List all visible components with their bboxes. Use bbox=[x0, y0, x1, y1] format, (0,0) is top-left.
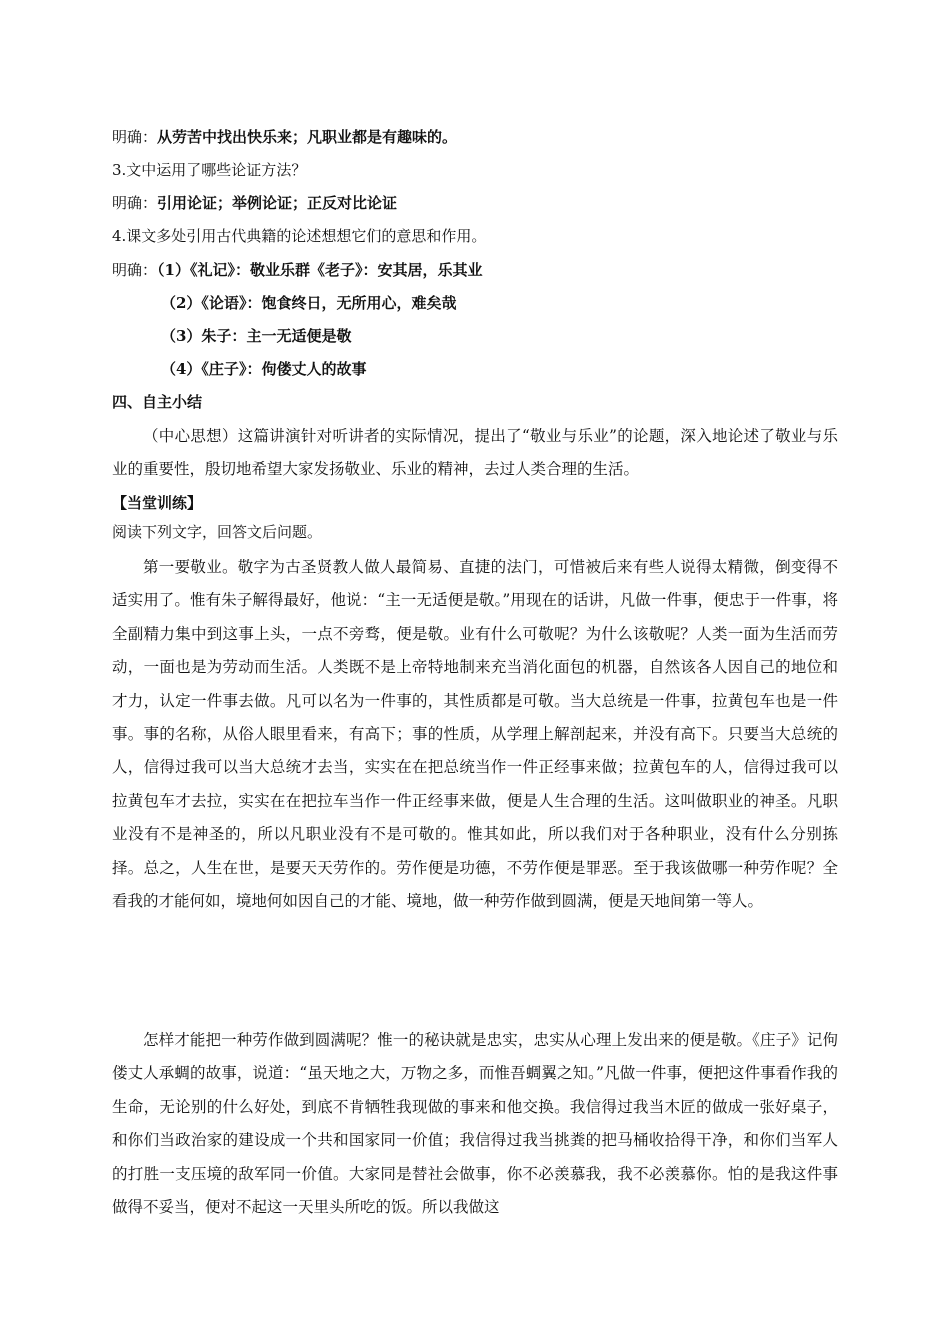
question-3: 3.文中运用了哪些论证方法？ bbox=[112, 161, 307, 179]
answer-text: 从劳苦中找出快乐来；凡职业都是有趣味的。 bbox=[157, 128, 458, 146]
reading-paragraph-1: 第一要敬业。敬字为古圣贤教人做人最简易、直捷的法门，可惜被后来有些人说得太精微，倒变得不适实用了。惟有朱子解得最好，他说：“主一无适便是敬。”用现在的话讲，凡做一件事，便忠于一件事，将全副精力集中到这事上头，一点不旁骛，便是敬。业有什么可敬呢？为什么该敬呢？人类一面为生活而劳动，一面也是为劳动而生活。人类既不是上帝特地制来充当消化面包的机器，自然该各人因自己的地位和才力，认定一件事去做。凡可以名为一件事的，其性质都是可敬。当大总统是一件事，拉黄包车也是一件事。事的名称，从俗人眼里看来，有高下；事的性质，从学理上解剖起来，并没有高下。只要当大总统的人，信得过我可以当大总统才去当，实实在在把总统当作一件正经事来做；拉黄包车的人，信得过我可以拉黄包车才去拉，实实在在把拉车当作一件正经事来做，便是人生合理的生活。这叫做职业的神圣。凡职业没有不是神圣的，所以凡职业没有不是可敬的。惟其如此，所以我们对于各种职业，没有什么分别拣择。总之，人生在世，是要天天劳作的。劳作便是功德，不劳作便是罪恶。至于我该做哪一种劳作呢？全看我的才能何如，境地何如因自己的才能、境地，做一种劳作做到圆满，便是天地间第一等人。 bbox=[112, 558, 838, 911]
answer-label: 明确： bbox=[112, 194, 158, 212]
answer-item-2: （2）《论语》：饱食终日，无所用心，难矣哉 bbox=[161, 294, 457, 312]
question-4: 4.课文多处引用古代典籍的论述想想它们的意思和作用。 bbox=[112, 227, 487, 245]
answer-item-4: （4）《庄子》：佝偻丈人的故事 bbox=[161, 360, 367, 378]
answer-line-5 bbox=[112, 259, 482, 281]
summary-paragraph: （中心思想）这篇讲演针对听讲者的实际情况，提出了“敬业与乐业”的论题，深入地论述了敬业与乐业的重要性，殷切地希望大家发扬敬业、乐业的精神，去过人类合理的生活。 bbox=[112, 427, 838, 479]
answer-label: 明确： bbox=[112, 128, 158, 146]
answer-label: 明确： bbox=[112, 261, 158, 279]
answer-text: 引用论证；举例论证；正反对比论证 bbox=[157, 194, 398, 212]
answer-line-3 bbox=[112, 192, 397, 214]
answer-item-3: （3）朱子：主一无适便是敬 bbox=[161, 327, 352, 345]
training-instruction: 阅读下列文字，回答文后问题。 bbox=[112, 523, 323, 541]
answer-line-1 bbox=[112, 126, 457, 148]
answer-text: （1）《礼记》：敬业乐群《老子》：安其居，乐其业 bbox=[157, 261, 483, 279]
reading-paragraph-2: 怎样才能把一种劳作做到圆满呢？惟一的秘诀就是忠实，忠实从心理上发出来的便是敬。《庄子》记佝偻丈人承蜩的故事，说道：“虽天地之大，万物之多，而惟吾蜩翼之知。”凡做一件事，便把这件事看作我的生命，无论别的什么好处，到底不肯牺牲我现做的事来和他交换。我信得过我当木匠的做成一张好桌子，和你们当政治家的建设成一个共和国家同一价值；我信得过我当挑粪的把马桶收拾得干净，和你们当军人的打胜一支压境的敌军同一价值。大家同是替社会做事，你不必羡慕我，我不必羡慕你。怕的是我这件事做得不妥当，便对不起这一天里头所吃的饭。所以我做这 bbox=[112, 1031, 838, 1217]
training-heading: 【当堂训练】 bbox=[112, 494, 203, 512]
section-heading-summary: 四、自主小结 bbox=[112, 393, 203, 411]
